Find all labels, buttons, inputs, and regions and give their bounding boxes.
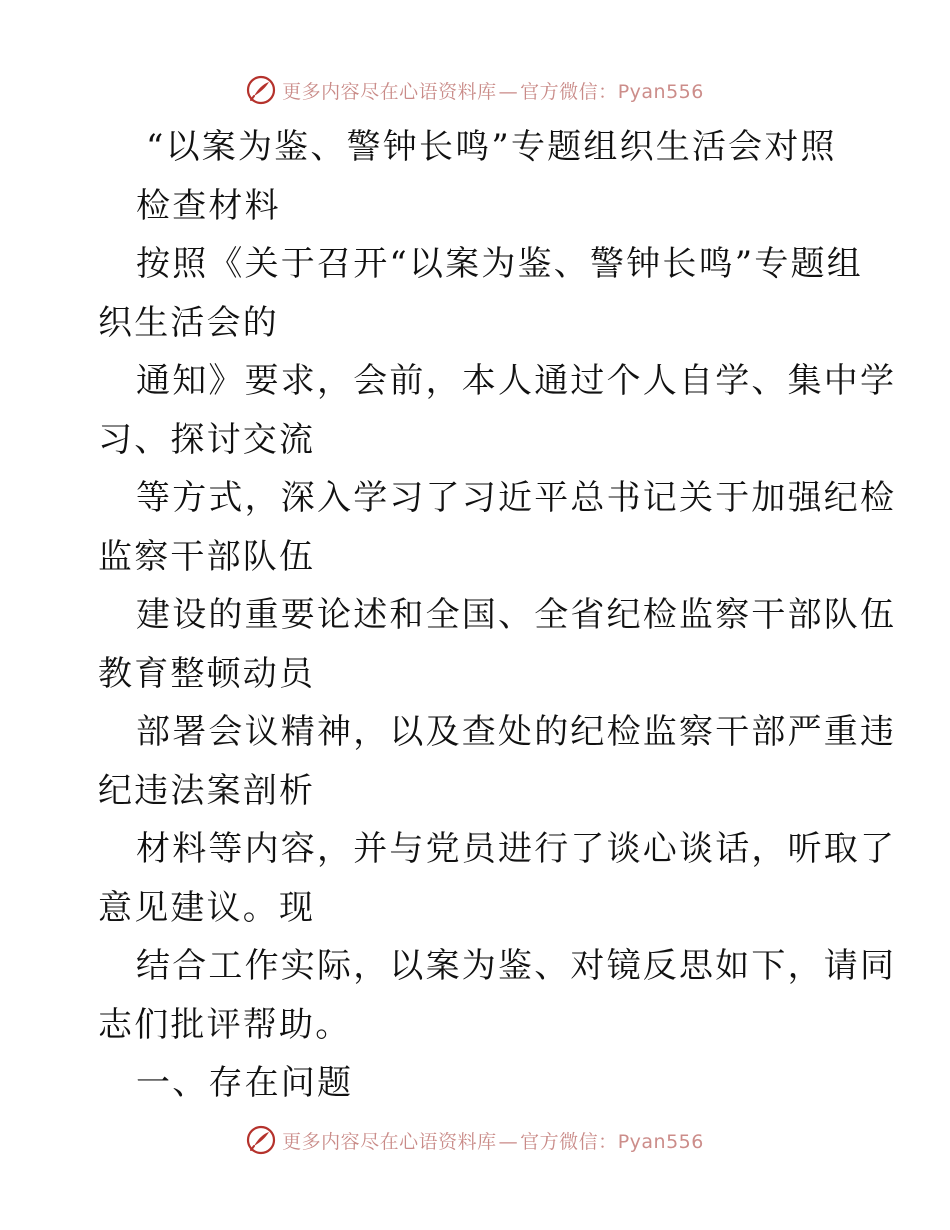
watermark-wechat-id: Pyan556 xyxy=(617,1130,704,1153)
header-watermark-banner xyxy=(0,70,950,110)
paragraph-line: 志们批评帮助。 xyxy=(98,1004,352,1045)
paragraph-line: 意见建议。现 xyxy=(98,887,316,928)
paragraph-line: 习、探讨交流 xyxy=(98,419,316,460)
watermark-separator: — xyxy=(498,80,519,103)
paragraph-line: 织生活会的 xyxy=(98,302,279,343)
document-title-continued: 检查材料 xyxy=(136,185,281,226)
watermark-wechat-label: 官方微信： xyxy=(520,80,618,103)
paragraph-line: 材料等内容，并与党员进行了谈心谈话，听取了 xyxy=(136,829,897,869)
watermark-text xyxy=(282,1127,704,1154)
paragraph-line: 通知》要求，会前，本人通过个人自学、集中学 xyxy=(136,361,897,401)
feather-pen-logo-icon xyxy=(246,75,276,105)
paragraph-line: 按照《关于召开“以案为鉴、警钟长鸣”专题组 xyxy=(136,244,863,284)
document-body xyxy=(98,118,897,1113)
watermark-wechat-id: Pyan556 xyxy=(617,80,704,103)
watermark-site-text: 更多内容尽在心语资料库 xyxy=(282,1130,497,1153)
paragraph-line: 建设的重要论述和全国、全省纪检监察干部队伍 xyxy=(136,595,897,635)
feather-pen-logo-icon xyxy=(246,1125,276,1155)
paragraph-line: 等方式，深入学习了习近平总书记关于加强纪检 xyxy=(136,478,897,518)
paragraph-line: 教育整顿动员 xyxy=(98,653,316,694)
watermark-separator: — xyxy=(498,1130,519,1153)
watermark-wechat-label: 官方微信： xyxy=(520,1130,618,1153)
document-title: “以案为鉴、警钟长鸣”专题组织生活会对照 xyxy=(146,127,837,167)
watermark-text xyxy=(282,77,704,104)
watermark-site-text: 更多内容尽在心语资料库 xyxy=(282,80,497,103)
footer-watermark-banner xyxy=(0,1120,950,1160)
paragraph-line: 纪违法案剖析 xyxy=(98,770,316,811)
section-heading: 一、存在问题 xyxy=(136,1063,354,1103)
paragraph-line: 部署会议精神，以及查处的纪检监察干部严重违 xyxy=(136,712,897,752)
paragraph-line: 监察干部队伍 xyxy=(98,536,316,577)
paragraph-line: 结合工作实际，以案为鉴、对镜反思如下，请同 xyxy=(136,946,897,986)
